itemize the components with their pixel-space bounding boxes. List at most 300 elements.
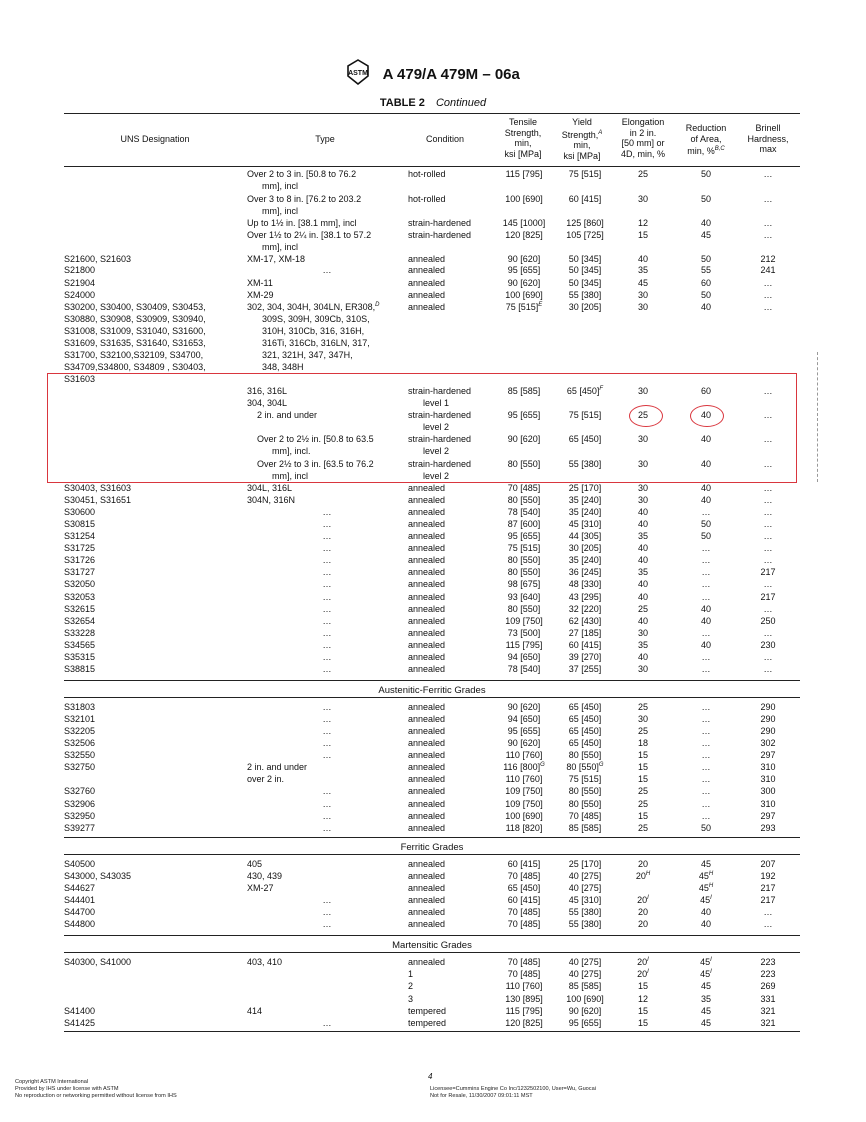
hardness-cell: 310 — [760, 799, 776, 809]
table-row — [0, 495, 866, 507]
condition-cell: annealed — [408, 895, 446, 905]
type-cell: … — [322, 592, 332, 602]
type-cell: XM-17, XM-18 — [247, 254, 306, 264]
yield-cell: 105 [725] — [566, 230, 604, 240]
yield-cell: 62 [430] — [568, 616, 602, 626]
type-cell: 430, 439 — [247, 871, 283, 881]
uns-cell: S32506 — [64, 738, 96, 748]
reduction-cell: 40 — [700, 434, 711, 444]
hardness-cell: 290 — [760, 714, 776, 724]
yield-cell: 65 [450] — [568, 714, 602, 724]
elongation-cell: 15 — [637, 811, 648, 821]
table-row — [0, 326, 866, 338]
yield-cell: 125 [860] — [566, 218, 604, 228]
elongation-cell: 25 — [637, 410, 648, 420]
uns-cell: S30451, S31651 — [64, 495, 132, 505]
header-line: Brinell — [755, 123, 781, 133]
hardness-cell: 269 — [760, 981, 776, 991]
condition-cell: annealed — [408, 616, 446, 626]
table-row — [0, 883, 866, 895]
uns-cell: S32750 — [64, 762, 96, 772]
table-row — [0, 194, 866, 206]
table-row — [0, 169, 866, 181]
uns-cell: S30880, S30908, S30909, S30940, — [64, 314, 206, 324]
type-cell: 403, 410 — [247, 957, 283, 967]
elongation-cell: 30 — [637, 194, 648, 204]
hardness-cell: … — [763, 555, 773, 565]
elongation-cell: 30 — [637, 459, 648, 469]
reduction-cell: … — [701, 762, 711, 772]
condition-cell: annealed — [408, 265, 446, 275]
tensile-cell: 70 [485] — [507, 919, 541, 929]
tensile-cell: 110 [760] — [505, 774, 543, 784]
tensile-cell: 118 [820] — [505, 823, 543, 833]
type-cell: 310H, 310Cb, 316, 316H, — [247, 326, 365, 336]
reduction-cell: $45^I$ — [700, 969, 712, 979]
type-cell: … — [322, 811, 332, 821]
type-cell: … — [322, 567, 332, 577]
table-row — [0, 350, 866, 362]
tensile-cell: 80 [550] — [507, 555, 541, 565]
condition-cell: annealed — [408, 919, 446, 929]
elongation-cell: 18 — [637, 738, 648, 748]
page-number: 4 — [428, 1072, 433, 1081]
condition-cell: annealed — [408, 592, 446, 602]
reduction-cell: 40 — [700, 483, 711, 493]
type-cell: … — [322, 640, 332, 650]
tensile-cell: 80 [550] — [507, 604, 541, 614]
uns-cell: S34709,S34800, S34809 , S30403, — [64, 362, 206, 372]
col-header-condition: Condition — [425, 134, 465, 144]
elongation-cell: 40 — [637, 616, 648, 626]
reduction-cell: 40 — [700, 907, 711, 917]
yield-cell: 95 [655] — [568, 1018, 602, 1028]
hardness-cell: … — [763, 410, 773, 420]
uns-cell: S24000 — [64, 290, 96, 300]
hardness-cell: … — [763, 459, 773, 469]
reduction-cell: 50 — [700, 531, 711, 541]
elongation-cell: 30 — [637, 290, 648, 300]
type-cell: 405 — [247, 859, 263, 869]
elongation-cell: 30 — [637, 714, 648, 724]
reduction-cell: … — [701, 799, 711, 809]
type-cell: 321, 321H, 347, 347H, — [247, 350, 353, 360]
condition-cell: annealed — [408, 531, 446, 541]
table-row — [0, 714, 866, 726]
tensile-cell: 85 [585] — [507, 386, 541, 396]
yield-cell: 80 [550] — [568, 750, 602, 760]
type-cell: … — [322, 664, 332, 674]
elongation-cell: $20^I$ — [637, 969, 649, 979]
footnote-mark: A — [598, 129, 603, 136]
type-cell: Over 1½ to 2¼ in. [38.1 to 57.2 — [247, 230, 372, 240]
uns-cell: S40500 — [64, 859, 96, 869]
yield-cell: 65 [450] — [568, 726, 602, 736]
elongation-cell: 40 — [637, 579, 648, 589]
table-row — [0, 519, 866, 531]
elongation-cell: 30 — [637, 483, 648, 493]
condition-cell: tempered — [408, 1006, 447, 1016]
tensile-cell: 100 [690] — [505, 194, 543, 204]
tensile-cell: 120 [825] — [505, 1018, 543, 1028]
yield-cell: 39 [270] — [568, 652, 602, 662]
condition-cell: annealed — [408, 290, 446, 300]
yield-cell: 43 [295] — [568, 592, 602, 602]
condition-cell: annealed — [408, 519, 446, 529]
condition-cell: annealed — [408, 811, 446, 821]
condition-cell: annealed — [408, 799, 446, 809]
footnote-mark: H — [708, 871, 714, 877]
condition-cell: annealed — [408, 604, 446, 614]
header-line: ksi [MPa] — [563, 150, 601, 161]
type-cell: … — [322, 750, 332, 760]
yield-cell: 25 [170] — [568, 483, 602, 493]
reduction-cell: 60 — [700, 386, 711, 396]
type-cell: mm], incl — [247, 206, 299, 216]
reduction-cell: 50 — [700, 290, 711, 300]
table-row — [0, 1018, 866, 1030]
condition-cell: annealed — [408, 640, 446, 650]
type-cell: … — [322, 786, 332, 796]
elongation-cell: 12 — [637, 994, 648, 1004]
type-cell: … — [322, 895, 332, 905]
type-cell: … — [322, 531, 332, 541]
tensile-cell: 75 $[515]^E$ — [505, 302, 543, 312]
reduction-cell: … — [701, 714, 711, 724]
yield-cell: 80 $[550]^G$ — [566, 762, 604, 772]
header-line: ksi [MPa] — [504, 148, 542, 159]
hardness-cell: … — [763, 664, 773, 674]
footnote-mark: E — [538, 302, 543, 308]
header-line: Strength,$^A$ — [561, 129, 603, 140]
type-cell: 414 — [247, 1006, 263, 1016]
reduction-cell: … — [701, 555, 711, 565]
tensile-cell: 78 [540] — [507, 664, 541, 674]
yield-cell: 36 [245] — [568, 567, 602, 577]
footer-left-line: No reproduction or networking permitted without license from IHS — [15, 1093, 177, 1099]
elongation-cell: 25 — [637, 169, 648, 179]
reduction-cell: 40 — [700, 495, 711, 505]
condition-cell: 2 — [408, 981, 414, 991]
table-row — [0, 895, 866, 907]
reduction-cell: 40 — [700, 640, 711, 650]
elongation-cell: 30 — [637, 386, 648, 396]
condition-cell: annealed — [408, 871, 446, 881]
hardness-cell: 293 — [760, 823, 776, 833]
tensile-cell: 109 [750] — [505, 786, 543, 796]
footnote-mark: D — [375, 302, 380, 308]
uns-cell: S31727 — [64, 567, 96, 577]
condition-cell: strain-hardened — [408, 218, 472, 228]
tensile-cell: 90 [620] — [507, 434, 541, 444]
uns-cell: S32615 — [64, 604, 96, 614]
tensile-cell: 90 [620] — [507, 278, 541, 288]
footer-right-line: Not for Resale, 11/30/2007 09:01:11 MST — [430, 1093, 533, 1099]
table-row — [0, 871, 866, 883]
section-rule — [64, 935, 800, 936]
reduction-cell: 35 — [700, 994, 711, 1004]
type-cell: … — [322, 604, 332, 614]
condition-cell: annealed — [408, 664, 446, 674]
reduction-cell: 45 — [700, 981, 711, 991]
tensile-cell: 145 [1000] — [502, 218, 546, 228]
tensile-cell: 98 [675] — [507, 579, 541, 589]
condition-cell: annealed — [408, 254, 446, 264]
type-cell: … — [322, 702, 332, 712]
elongation-cell: 15 — [637, 750, 648, 760]
type-cell: mm], incl — [247, 181, 299, 191]
condition-cell: strain-hardened — [408, 434, 472, 444]
table-bottom-rule — [64, 1031, 800, 1032]
condition-cell: annealed — [408, 774, 446, 784]
tensile-cell: 115 [795] — [505, 1006, 543, 1016]
header-line: Reduction — [685, 123, 727, 133]
table-row — [0, 181, 866, 193]
table-row — [0, 242, 866, 254]
footnote-mark: I — [710, 895, 712, 901]
hardness-cell: … — [763, 169, 773, 179]
elongation-cell: 40 — [637, 543, 648, 553]
section-rule — [64, 837, 800, 838]
yield-cell: 65 [450] — [568, 738, 602, 748]
type-cell: 316, 316L — [247, 386, 288, 396]
table-row — [0, 628, 866, 640]
hardness-cell: … — [763, 604, 773, 614]
hardness-cell: 297 — [760, 811, 776, 821]
type-cell: over 2 in. — [247, 774, 285, 784]
condition-cell: level 2 — [408, 422, 450, 432]
tensile-cell: 60 [415] — [507, 895, 541, 905]
document-designation: A 479/A 479M – 06a — [382, 66, 520, 83]
uns-cell: S44401 — [64, 895, 96, 905]
table-top-rule — [64, 113, 800, 114]
table-row — [0, 762, 866, 774]
type-cell: … — [322, 579, 332, 589]
reduction-cell: … — [701, 750, 711, 760]
uns-cell: S32654 — [64, 616, 96, 626]
reduction-cell: 40 — [700, 919, 711, 929]
table-row — [0, 290, 866, 302]
condition-cell: annealed — [408, 495, 446, 505]
footer-right-line: Licensee=Cummins Engine Co Inc/1232502100, User=Wu, Guocai — [430, 1086, 596, 1092]
type-cell: XM-11 — [247, 278, 273, 288]
yield-cell: 65 $[450]^F$ — [566, 386, 604, 396]
hardness-cell: 310 — [760, 774, 776, 784]
reduction-cell: … — [701, 664, 711, 674]
reduction-circle — [690, 405, 724, 427]
type-cell: 2 in. and under — [247, 410, 318, 420]
condition-cell: annealed — [408, 555, 446, 565]
yield-cell: 40 [275] — [568, 969, 602, 979]
section-rule — [64, 680, 800, 681]
type-cell: 309S, 309H, 309Cb, 310S, — [247, 314, 370, 324]
type-cell: mm], incl. — [247, 446, 311, 456]
reduction-cell: … — [701, 628, 711, 638]
yield-cell: 65 [450] — [568, 434, 602, 444]
header-line: in 2 in. — [629, 127, 657, 138]
hardness-cell: … — [763, 579, 773, 589]
yield-cell: 75 [515] — [568, 774, 602, 784]
condition-cell: annealed — [408, 567, 446, 577]
tensile-cell: 120 [825] — [505, 230, 543, 240]
reduction-cell: 40 — [700, 604, 711, 614]
section-rule — [64, 854, 800, 855]
elongation-cell: 25 — [637, 702, 648, 712]
footer-right — [430, 1086, 596, 1100]
condition-cell: level 2 — [408, 446, 450, 456]
table-row — [0, 507, 866, 519]
type-cell: 302, 304, 304H, 304LN, ER308,$^D$ — [247, 302, 380, 312]
tensile-cell: 73 [500] — [507, 628, 541, 638]
yield-cell: 30 [205] — [568, 302, 602, 312]
table-row — [0, 957, 866, 969]
type-cell: … — [322, 555, 332, 565]
hardness-cell: 207 — [760, 859, 776, 869]
type-cell: … — [322, 265, 332, 275]
table-row — [0, 969, 866, 981]
condition-cell: hot-rolled — [408, 169, 446, 179]
yield-cell: 65 [450] — [568, 702, 602, 712]
table-row — [0, 811, 866, 823]
yield-cell: 100 [690] — [566, 994, 604, 1004]
tensile-cell: 110 [760] — [505, 750, 543, 760]
table-row — [0, 640, 866, 652]
hardness-cell: 223 — [760, 969, 776, 979]
hardness-cell: 217 — [760, 883, 776, 893]
hardness-cell: 300 — [760, 786, 776, 796]
yield-cell: 50 [345] — [568, 265, 602, 275]
header-line: min, %$^{B,C}$ — [687, 146, 725, 156]
condition-cell: annealed — [408, 883, 446, 893]
col-header-elongation — [614, 117, 672, 159]
reduction-cell: 55 — [700, 265, 711, 275]
reduction-cell: 40 — [700, 218, 711, 228]
elongation-cell: 25 — [637, 799, 648, 809]
elongation-cell: 15 — [637, 1006, 648, 1016]
table-continued: Continued — [435, 97, 487, 109]
yield-cell: 40 [275] — [568, 957, 602, 967]
condition-cell: hot-rolled — [408, 194, 446, 204]
condition-cell: annealed — [408, 702, 446, 712]
reduction-cell: 40 — [700, 616, 711, 626]
condition-cell: annealed — [408, 823, 446, 833]
reduction-cell: 45 — [700, 230, 711, 240]
tensile-cell: 95 [655] — [507, 265, 541, 275]
section-rule — [64, 697, 800, 698]
tensile-cell: 70 [485] — [507, 907, 541, 917]
reduction-cell: … — [701, 543, 711, 553]
header-line: max — [759, 144, 777, 154]
table-row — [0, 302, 866, 314]
reduction-cell: 40 — [700, 410, 711, 420]
uns-cell: S44700 — [64, 907, 96, 917]
tensile-cell: 115 [795] — [505, 640, 543, 650]
elongation-cell: 30 — [637, 302, 648, 312]
reduction-cell: 50 — [700, 519, 711, 529]
hardness-cell: … — [763, 519, 773, 529]
condition-cell: annealed — [408, 859, 446, 869]
table-row — [0, 919, 866, 931]
type-cell: XM-29 — [247, 290, 274, 300]
yield-cell: 85 [585] — [568, 823, 602, 833]
col-header-uns: UNS Designation — [120, 134, 190, 144]
elongation-cell: 40 — [637, 254, 648, 264]
hardness-cell: 310 — [760, 762, 776, 772]
hardness-cell: … — [763, 386, 773, 396]
reduction-cell: … — [701, 702, 711, 712]
tensile-cell: 94 [650] — [507, 714, 541, 724]
tensile-cell: 78 [540] — [507, 507, 541, 517]
astm-logo-icon — [346, 59, 370, 90]
hardness-cell: … — [763, 919, 773, 929]
col-header-type: Type — [315, 134, 335, 144]
yield-cell: 75 [515] — [568, 169, 602, 179]
condition-cell: annealed — [408, 738, 446, 748]
type-cell: 304, 304L — [247, 398, 288, 408]
tensile-cell: 110 [760] — [505, 981, 543, 991]
col-header-hardness — [740, 123, 796, 155]
type-cell: Over 2 to 2½ in. [50.8 to 63.5 — [247, 434, 374, 444]
tensile-cell: 87 [600] — [507, 519, 541, 529]
table-row — [0, 823, 866, 835]
table-row — [0, 604, 866, 616]
table-row — [0, 338, 866, 350]
type-cell: 316Ti, 316Cb, 316LN, 317, — [247, 338, 370, 348]
condition-cell: level 1 — [408, 398, 450, 408]
yield-cell: 80 [550] — [568, 799, 602, 809]
section-heading: Ferritic Grades — [400, 842, 464, 853]
footnote-mark: G — [540, 762, 545, 768]
header-line: Yield — [572, 117, 592, 127]
section-heading: Austenitic-Ferritic Grades — [378, 685, 486, 696]
condition-cell: annealed — [408, 579, 446, 589]
uns-cell: S41425 — [64, 1018, 96, 1028]
reduction-cell: 50 — [700, 254, 711, 264]
elongation-cell: 30 — [637, 628, 648, 638]
hardness-cell: 321 — [760, 1006, 776, 1016]
hardness-cell: … — [763, 531, 773, 541]
condition-cell: annealed — [408, 957, 446, 967]
uns-cell: S30600 — [64, 507, 96, 517]
yield-cell: 50 [345] — [568, 278, 602, 288]
table-row — [0, 265, 866, 277]
elongation-cell: 15 — [637, 762, 648, 772]
table-row — [0, 799, 866, 811]
uns-cell: S32053 — [64, 592, 96, 602]
type-cell: 304L, 316L — [247, 483, 293, 493]
table-row — [0, 579, 866, 591]
type-cell: … — [322, 616, 332, 626]
reduction-cell: 45 — [700, 1018, 711, 1028]
uns-cell: S38815 — [64, 664, 96, 674]
reduction-cell: 40 — [700, 302, 711, 312]
elongation-circle — [629, 405, 663, 427]
elongation-cell: 35 — [637, 265, 648, 275]
table-row — [0, 592, 866, 604]
tensile-cell: 116 $[800]^G$ — [503, 762, 545, 772]
type-cell: … — [322, 543, 332, 553]
table-row — [0, 278, 866, 290]
hardness-cell: … — [763, 302, 773, 312]
reduction-cell: … — [701, 507, 711, 517]
tensile-cell: 130 [895] — [505, 994, 543, 1004]
table-row — [0, 314, 866, 326]
condition-cell: strain-hardened — [408, 230, 472, 240]
condition-cell: annealed — [408, 750, 446, 760]
table-row — [0, 702, 866, 714]
uns-cell: S34565 — [64, 640, 96, 650]
condition-cell: annealed — [408, 907, 446, 917]
